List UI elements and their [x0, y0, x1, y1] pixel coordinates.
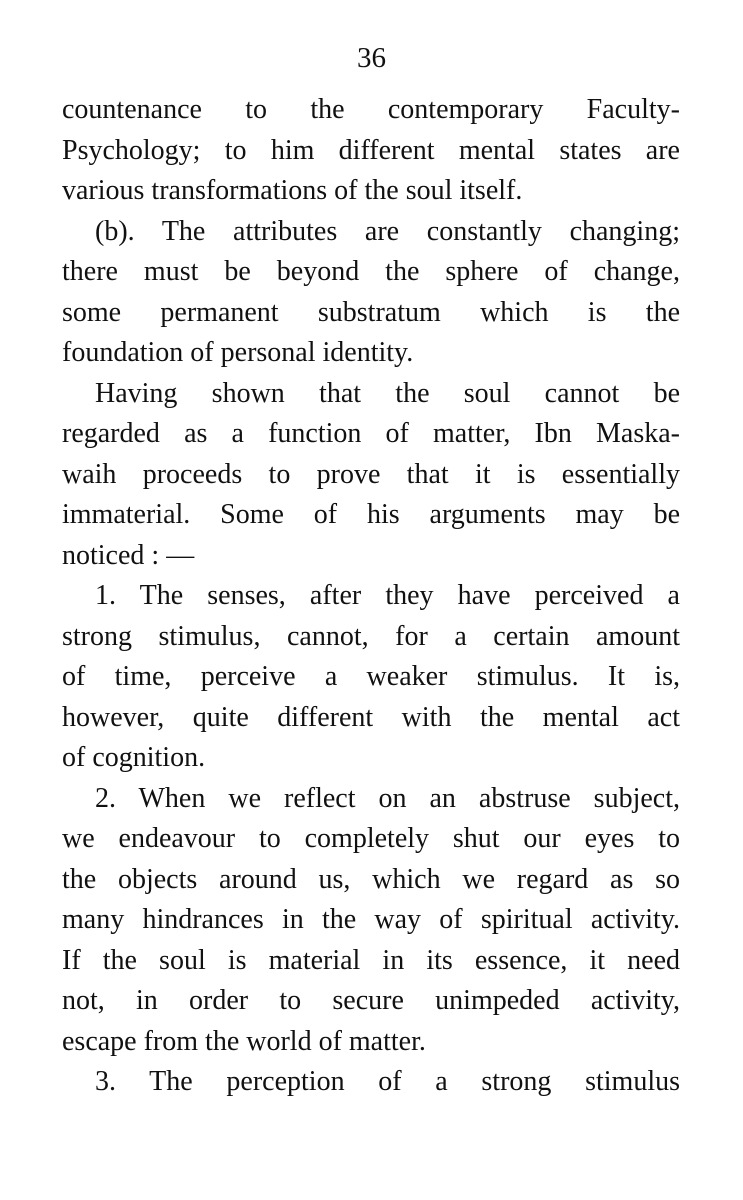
paragraph [62, 1062, 680, 1103]
text-line: foundation of personal identity. [62, 337, 414, 368]
text-line: various transformations of the soul itself. [62, 175, 523, 206]
text-line: there must be beyond the sphere of change, [62, 256, 680, 287]
text-line: Psychology; to him different mental states are [62, 134, 680, 166]
text-line: of cognition. [62, 742, 206, 773]
text-line: 2. When we reflect on an abstruse subject, [95, 782, 680, 814]
text-line: not, in order to secure unimpeded activity, [62, 985, 680, 1016]
text-line: strong stimulus, cannot, for a certain amount [62, 620, 680, 652]
text-line: immaterial. Some of his arguments may be [62, 499, 680, 530]
text-line: If the soul is material in its essence, it need [62, 944, 680, 976]
paragraph [62, 576, 680, 779]
text-line: 3. The perception of a strong stimulus [95, 1066, 680, 1097]
text-line: waih proceeds to prove that it is essentially [62, 458, 680, 490]
text-line: we endeavour to completely shut our eyes to [62, 823, 680, 854]
text-line: escape from the world of matter. [62, 1025, 426, 1057]
text-line: regarded as a function of matter, Ibn Maska- [62, 418, 680, 449]
body-text [62, 90, 680, 1103]
paragraph [62, 90, 680, 212]
text-line: (b). The attributes are constantly changing; [95, 215, 680, 247]
text-line: noticed : — [62, 539, 195, 571]
text-line: Having shown that the soul cannot be [95, 377, 680, 409]
text-line: 1. The senses, after they have perceived a [95, 580, 680, 611]
page-number: 36 [357, 42, 386, 74]
text-line: however, quite different with the mental act [62, 701, 680, 733]
paragraph [62, 374, 680, 577]
text-line: countenance to the contemporary Faculty- [62, 94, 680, 125]
text-line: many hindrances in the way of spiritual activity. [62, 904, 680, 935]
text-line: of time, perceive a weaker stimulus. It is, [62, 661, 680, 692]
text-line: some permanent substratum which is the [62, 296, 680, 328]
paragraph [62, 212, 680, 374]
paragraph [62, 779, 680, 1063]
text-line: the objects around us, which we regard as so [62, 863, 680, 895]
